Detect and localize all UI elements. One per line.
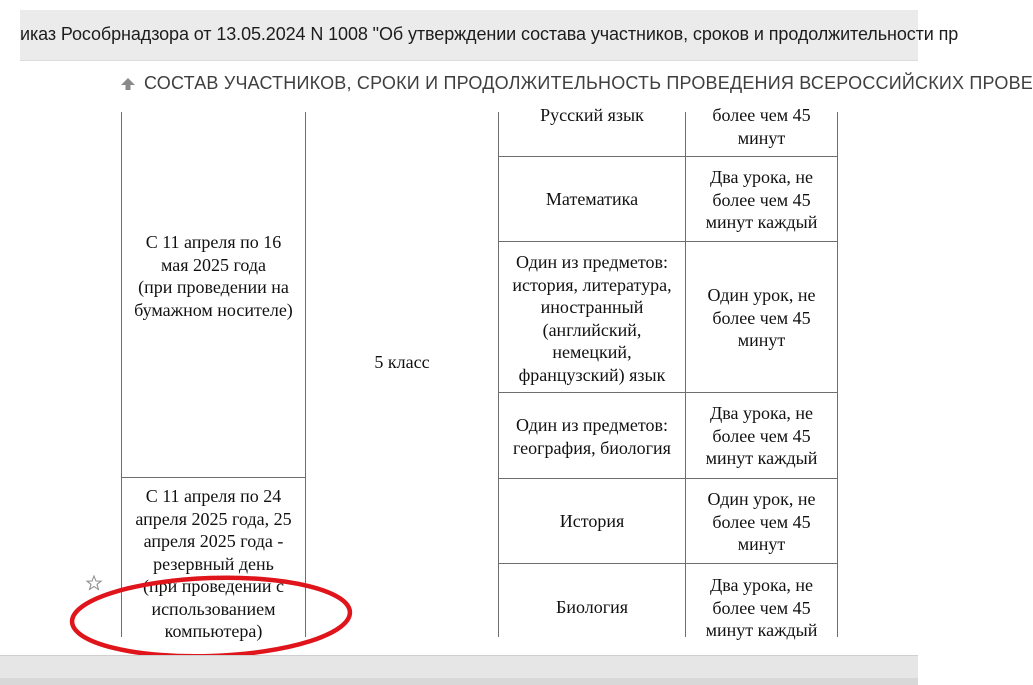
duration-cell: Два урока, не более чем 45 минут каждый xyxy=(705,403,818,468)
table-border xyxy=(121,477,306,478)
document-title-bar xyxy=(20,10,959,61)
table-border xyxy=(498,156,838,157)
table-border xyxy=(498,478,838,479)
arrow-up-icon xyxy=(120,77,136,91)
document-title: иказ Рособрнадзора от 13.05.2024 N 1008 "Об утверждении состава участников, сроков и продолжительности пр xyxy=(20,24,959,44)
period-cell-computer: С 11 апреля по 24 апреля 2025 года, 25 апреля 2025 года - резервный день (при проведении с использованием компьютера) xyxy=(135,486,292,641)
subject-cell: Математика xyxy=(545,189,639,209)
duration-cell: Два урока, не более чем 45 минут каждый xyxy=(705,167,818,232)
horizontal-scrollbar[interactable] xyxy=(0,678,918,685)
duration-cell: Два урока, не более чем 45 минут каждый xyxy=(705,575,818,640)
subject-cell: Один из предметов: история, литература, иностранный (английский, немецкий, французский) язык xyxy=(512,252,672,385)
subject-cell: Русский язык xyxy=(540,105,644,125)
duration-cell: Один урок, не более чем 45 минут xyxy=(707,285,816,350)
subject-cell: Один из предметов: география, биология xyxy=(513,415,671,458)
table-border xyxy=(305,112,306,637)
grade-cell: 5 класс xyxy=(374,352,430,372)
table-border xyxy=(837,112,838,637)
section-up-link[interactable] xyxy=(120,72,1033,98)
subject-cell: Биология xyxy=(555,597,628,617)
duration-cell: Один урок, не более чем 45 минут xyxy=(707,489,816,554)
document-body xyxy=(0,105,918,641)
period-cell-paper: С 11 апреля по 16 мая 2025 года (при проведении на бумажном носителе) xyxy=(134,232,293,320)
section-title: СОСТАВ УЧАСТНИКОВ, СРОКИ И ПРОДОЛЖИТЕЛЬНОСТЬ ПРОВЕДЕНИЯ ВСЕРОССИЙСКИХ ПРОВЕ xyxy=(144,73,1033,93)
table-border xyxy=(498,392,838,393)
subject-cell: История xyxy=(559,511,625,531)
table-border xyxy=(498,241,838,242)
duration-cell: более чем 45 минут xyxy=(712,105,811,148)
star-outline-icon[interactable] xyxy=(86,575,102,591)
bottom-scrollbar-area[interactable] xyxy=(0,655,918,685)
table-border xyxy=(498,563,838,564)
